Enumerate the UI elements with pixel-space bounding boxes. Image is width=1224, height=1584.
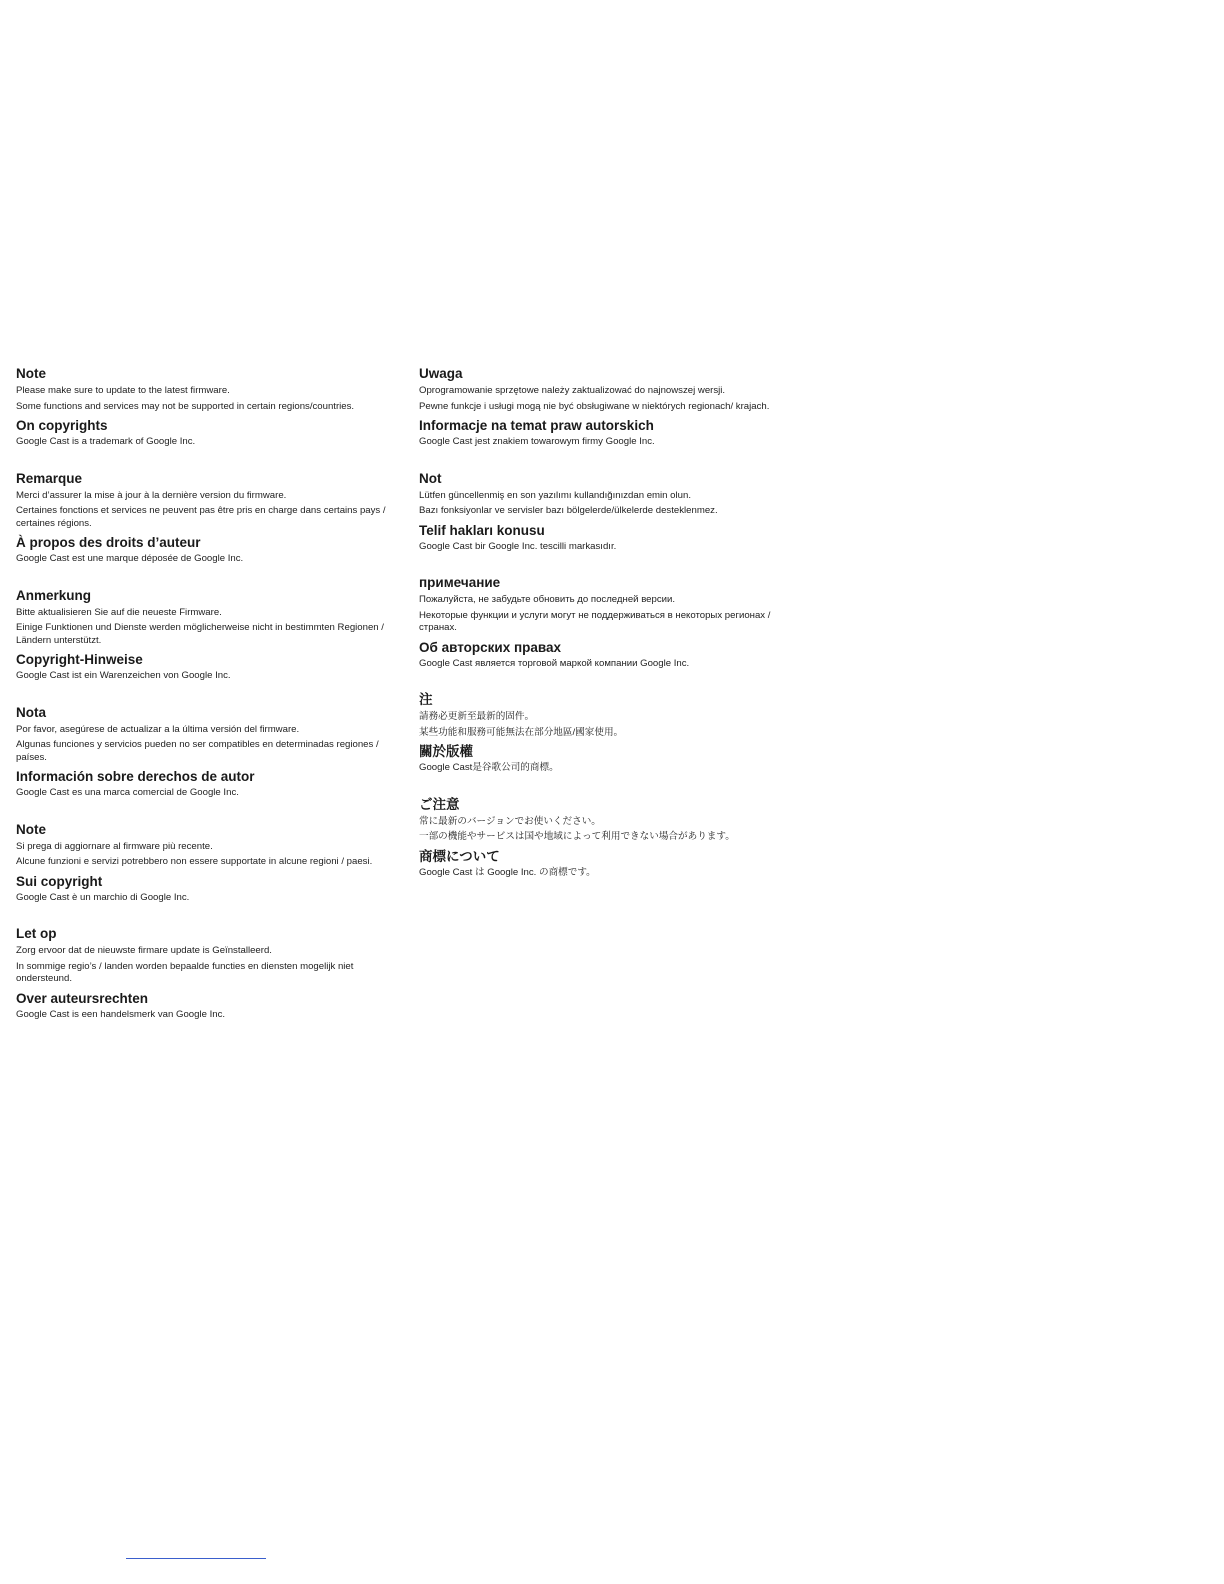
notice-section-en (16, 366, 404, 449)
section-line: Einige Funktionen und Dienste werden möglicherweise nicht in bestimmten Regionen / Ländern unterstützt. (16, 622, 384, 646)
copyright-line: Google Cast jest znakiem towarowym firmy Google Inc. (419, 436, 655, 447)
notice-section-ru (419, 575, 779, 670)
section-heading: Note (16, 366, 46, 381)
section-heading: Remarque (16, 470, 83, 486)
copyright-heading: Telif hakları konusu (419, 522, 545, 538)
section-line: Bitte aktualisieren Sie auf die neueste Firmware. (16, 606, 222, 618)
notice-section-de (16, 588, 404, 683)
copyright-heading: Sui copyright (16, 873, 103, 889)
notice-section-pl (419, 366, 779, 449)
notice-section-tr (419, 471, 779, 554)
copyright-heading: Copyright-Hinweise (16, 652, 143, 667)
section-line: Zorg ervoor dat de nieuwste firmare update is Geïnstalleerd. (16, 945, 272, 956)
copyright-heading: Over auteursrechten (16, 990, 149, 1006)
copyright-heading: 關於版權 (419, 744, 473, 759)
section-line: Merci d’assurer la mise à jour à la dernière version du firmware. (16, 489, 287, 501)
copyright-line: Google Cast est une marque déposée de Google Inc. (16, 553, 244, 564)
notice-section-ja (419, 797, 779, 880)
notice-section-es (16, 705, 404, 800)
section-line: 常に最新のバージョンでお使いください。 (419, 815, 601, 827)
section-heading: Not (419, 470, 442, 486)
notice-section-fr (16, 471, 404, 566)
section-line: Algunas funciones y servicios pueden no ser compatibles en determinadas regiones / países. (16, 739, 379, 763)
section-heading: Let op (16, 926, 57, 941)
section-heading: Note (16, 821, 46, 837)
copyright-line: Google Cast bir Google Inc. tescilli markasıdır. (419, 540, 617, 552)
section-line: Certaines fonctions et services ne peuvent pas être pris en charge dans certains pays / certaines régions. (16, 505, 386, 529)
section-heading: Anmerkung (16, 587, 92, 603)
section-line: Lütfen güncellenmiş en son yazılımı kullandığınızdan emin olun. (419, 489, 691, 501)
footer-rule (126, 1558, 266, 1559)
copyright-line: Google Cast является торговой маркой компании Google Inc. (419, 657, 690, 669)
copyright-heading: Informacje na temat praw autorskich (419, 418, 654, 433)
section-line: 請務必更新至最新的固件。 (419, 711, 535, 722)
section-line: Por favor, asegúrese de actualizar a la última versión del firmware. (16, 723, 300, 735)
section-line: Alcune funzioni e servizi potrebbero non essere supportate in alcune regioni / paesi. (16, 856, 373, 867)
copyright-line: Google Cast ist ein Warenzeichen von Google Inc. (16, 670, 231, 681)
section-heading: ご注意 (419, 796, 460, 812)
copyright-line: Google Cast は Google Inc. の商標です。 (419, 866, 596, 878)
section-heading: Nota (16, 704, 46, 720)
section-line: Please make sure to update to the latest firmware. (16, 385, 230, 396)
notice-section-it (16, 822, 404, 905)
copyright-line: Google Cast是谷歌公司的商標。 (419, 762, 559, 773)
section-line: Some functions and services may not be supported in certain regions/countries. (16, 400, 355, 412)
section-line: In sommige regio’s / landen worden bepaalde functies en diensten mogelijk niet ondersteund. (16, 960, 354, 984)
left-column (16, 366, 404, 1043)
section-line: Bazı fonksiyonlar ve servisler bazı bölgelerde/ülkelerde desteklenmez. (419, 505, 718, 516)
right-column (419, 366, 779, 901)
notice-section-nl (16, 926, 404, 1021)
notice-section-zh (419, 692, 779, 775)
copyright-heading: Об авторских правах (419, 639, 562, 655)
copyright-line: Google Cast è un marchio di Google Inc. (16, 891, 190, 903)
section-line: 某些功能和服務可能無法在部分地區/國家使用。 (419, 726, 624, 738)
copyright-line: Google Cast es una marca comercial de Google Inc. (16, 787, 239, 798)
section-line: Пожалуйста, не забудьте обновить до последней версии. (419, 594, 676, 605)
copyright-heading: 商標について (419, 848, 500, 864)
copyright-line: Google Cast is a trademark of Google Inc. (16, 436, 196, 447)
section-heading: примечание (419, 575, 501, 590)
section-line: Некоторые функции и услуги могут не поддерживаться в некоторых регионах / странах. (419, 609, 771, 633)
section-line: Pewne funkcje i usługi mogą nie być obsługiwane w niektórych regionach/ krajach. (419, 400, 770, 412)
section-heading: 注 (419, 692, 433, 707)
section-line: Oprogramowanie sprzętowe należy zaktualizować do najnowszej wersji. (419, 385, 726, 396)
copyright-heading: À propos des droits d’auteur (16, 535, 201, 550)
copyright-line: Google Cast is een handelsmerk van Google Inc. (16, 1008, 226, 1020)
section-line: Si prega di aggiornare al firmware più recente. (16, 840, 213, 852)
section-line: 一部の機能やサービスは国や地域によって利用できない場合があります。 (419, 831, 735, 842)
section-heading: Uwaga (419, 366, 463, 381)
copyright-heading: On copyrights (16, 418, 108, 433)
copyright-heading: Información sobre derechos de autor (16, 769, 255, 784)
